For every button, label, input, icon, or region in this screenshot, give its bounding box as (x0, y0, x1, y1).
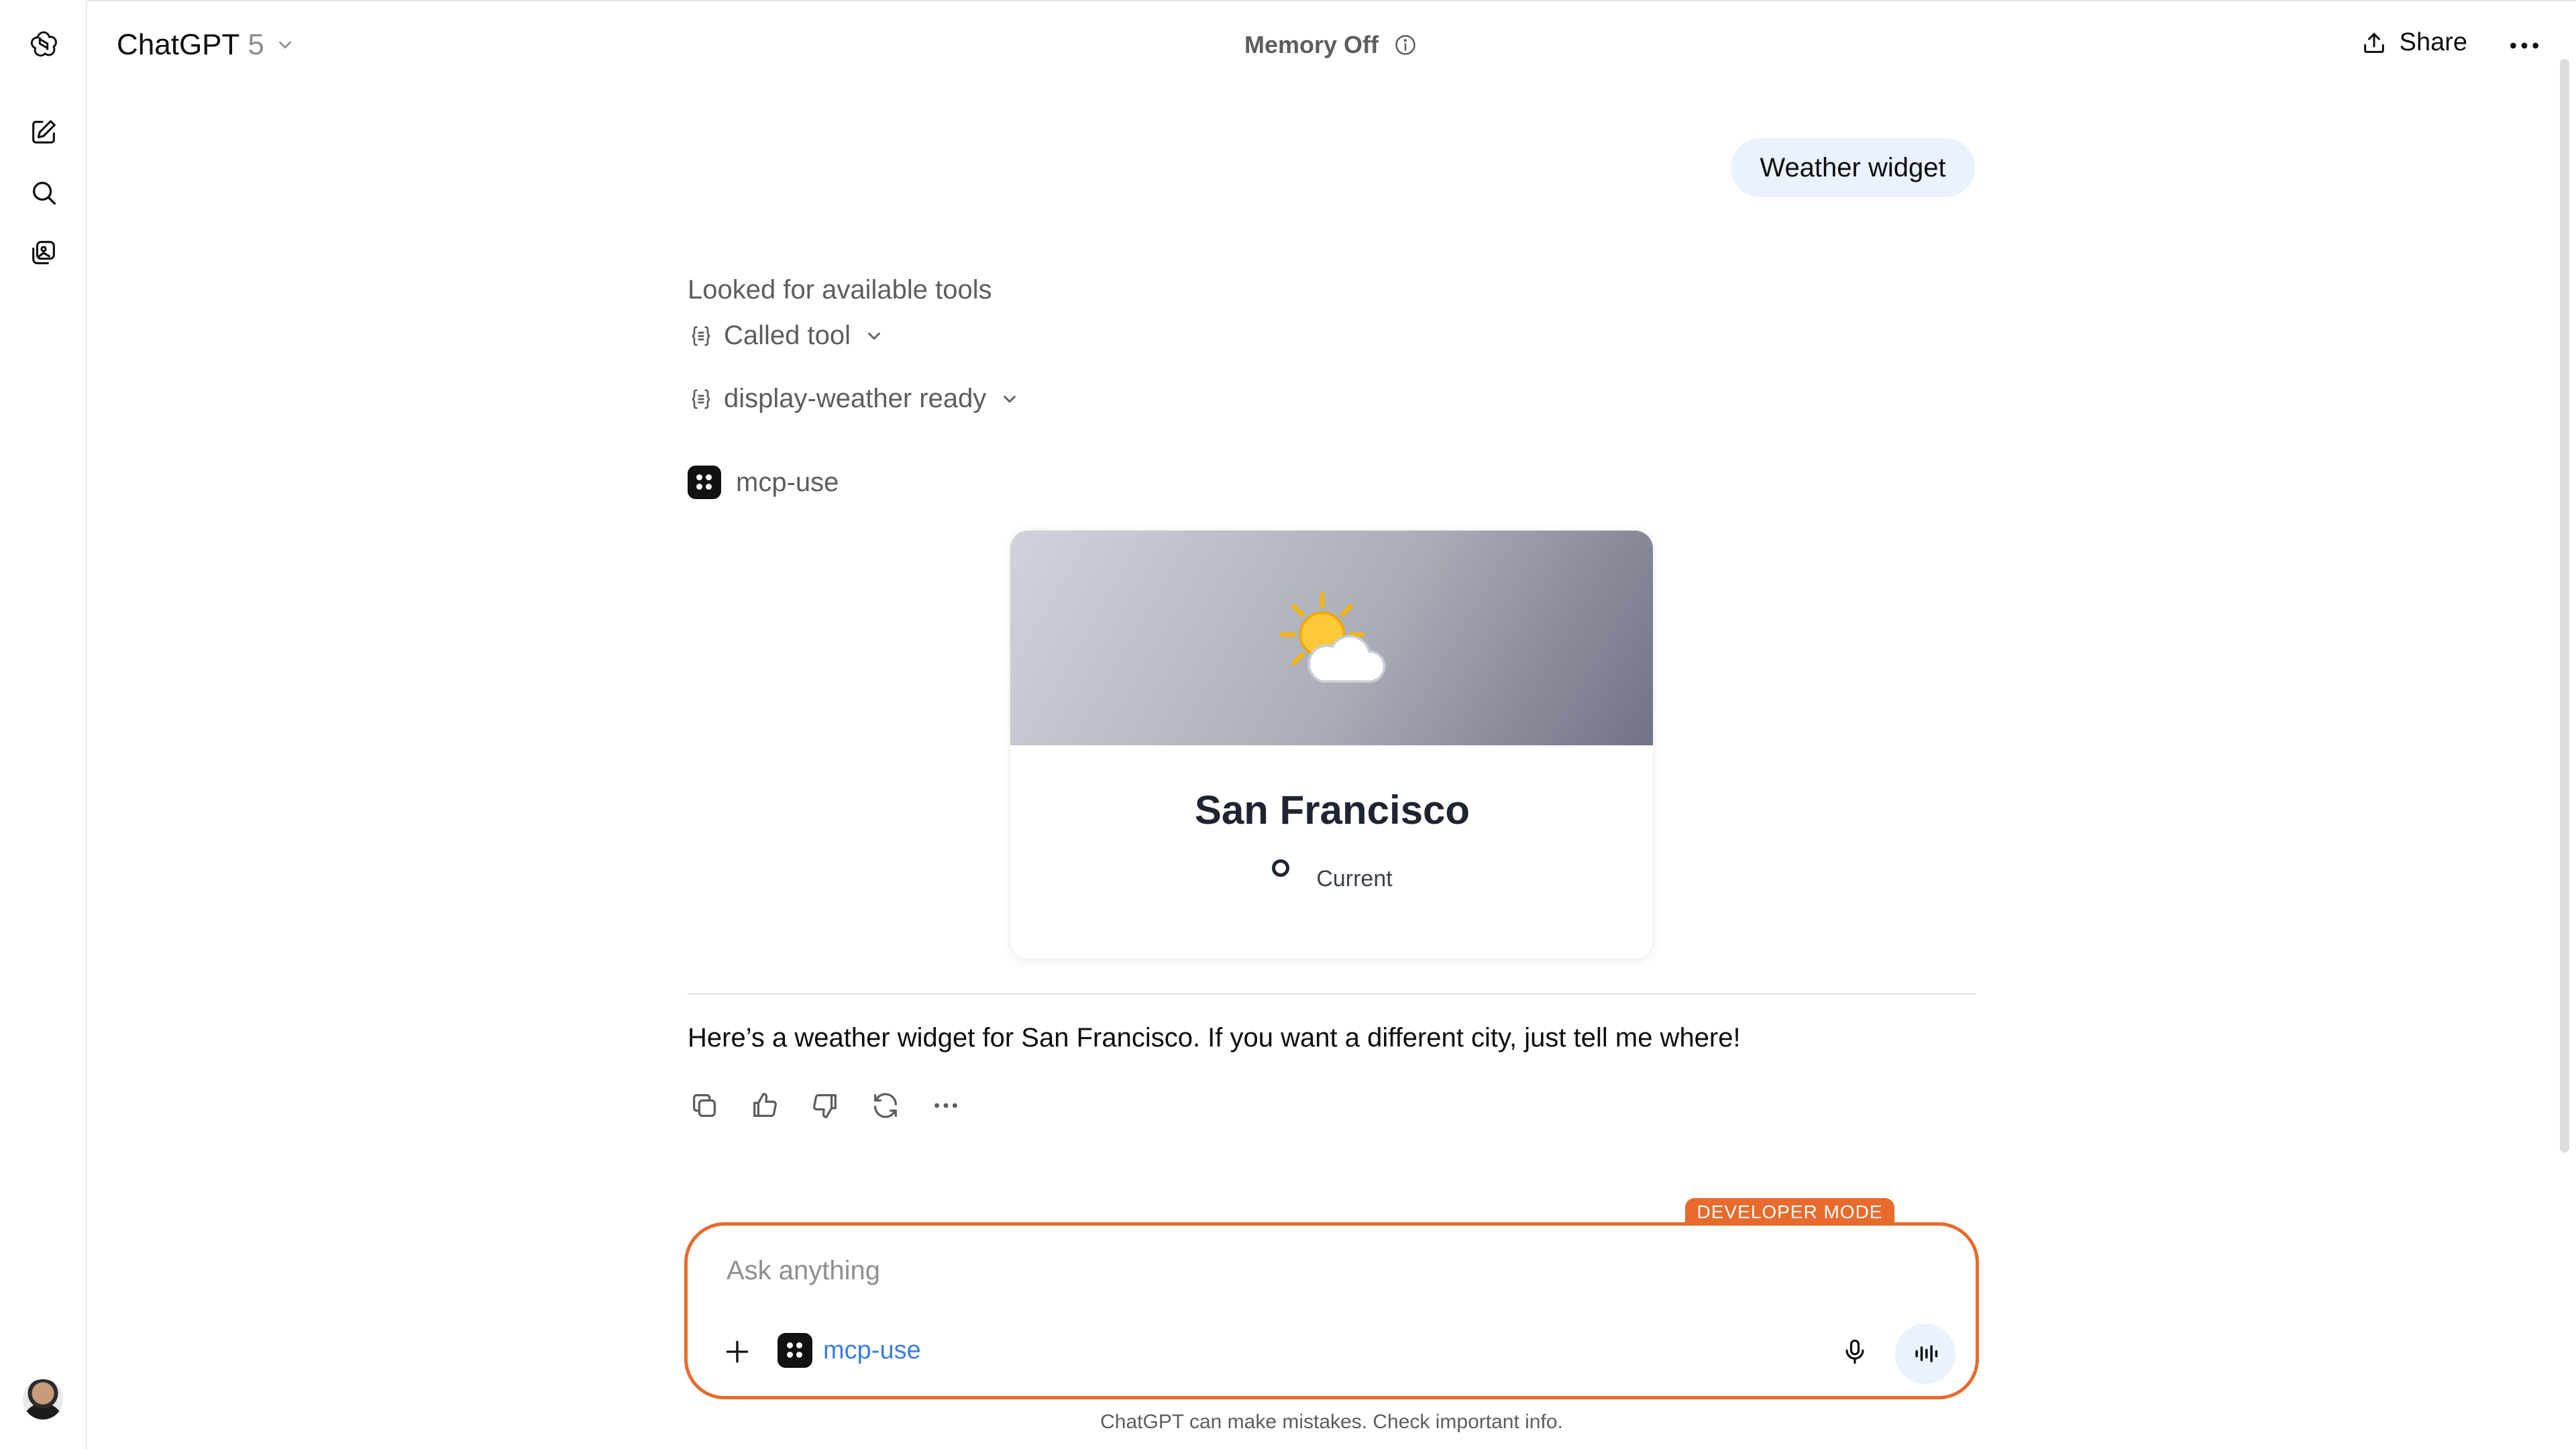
user-avatar[interactable] (23, 1379, 63, 1419)
sidebar-rail (0, 0, 87, 1449)
mcp-use-logo-icon (777, 1333, 812, 1368)
add-attachment-button[interactable] (718, 1333, 756, 1371)
developer-mode-badge: DEVELOPER MODE (1685, 1198, 1894, 1226)
library-icon[interactable] (25, 235, 62, 271)
display-weather-toggle[interactable] (688, 384, 1020, 414)
assistant-reply: Here’s a weather widget for San Francisco. If you want a different city, just tell me where! (688, 1023, 1741, 1053)
dictate-button[interactable] (1835, 1332, 1875, 1372)
model-selector[interactable] (117, 28, 295, 62)
thumbs-up-button[interactable] (746, 1087, 784, 1124)
share-label: Share (2399, 28, 2467, 56)
thumbs-down-button[interactable] (806, 1087, 844, 1124)
display-weather-label: display-weather ready (724, 384, 987, 413)
search-icon[interactable] (25, 174, 62, 211)
widget-condition-label: Current (1316, 866, 1393, 892)
share-button[interactable] (2361, 28, 2467, 57)
model-version: 5 (248, 28, 264, 61)
new-chat-icon[interactable] (25, 114, 62, 150)
plus-icon (722, 1337, 752, 1366)
message-actions (686, 1087, 965, 1124)
model-name: ChatGPT (117, 28, 240, 61)
more-actions-button[interactable] (927, 1087, 965, 1124)
app-chip-label: mcp-use (823, 1336, 921, 1364)
chevron-down-icon (275, 35, 295, 55)
top-bar (87, 0, 2576, 90)
prompt-input[interactable] (725, 1255, 1664, 1287)
sun-behind-cloud-icon (1279, 591, 1386, 692)
memory-label: Memory Off (1244, 31, 1379, 58)
chevron-down-icon (1000, 389, 1020, 409)
composer (684, 1222, 1979, 1399)
loading-ring-icon (1272, 859, 1289, 877)
voice-mode-button[interactable] (1895, 1324, 1955, 1384)
disclaimer: ChatGPT can make mistakes. Check important info. (1100, 1411, 1563, 1433)
thumbs-down-icon (810, 1090, 841, 1121)
openai-logo-icon[interactable] (25, 25, 62, 62)
microphone-icon (1840, 1337, 1870, 1366)
memory-status[interactable] (1244, 31, 1417, 59)
code-braces-icon (688, 323, 714, 350)
refresh-icon (870, 1090, 901, 1121)
mcp-use-app-chip[interactable] (777, 1333, 921, 1368)
scrollbar[interactable] (2560, 59, 2569, 1152)
waveform-icon (1911, 1339, 1940, 1368)
copy-button[interactable] (686, 1087, 723, 1124)
called-tool-toggle[interactable] (688, 321, 884, 351)
code-braces-icon (688, 386, 714, 413)
weather-hero (1010, 531, 1653, 745)
more-options-icon[interactable] (2508, 32, 2541, 59)
thumbs-up-icon (749, 1090, 780, 1121)
widget-condition (1010, 866, 1654, 892)
copy-icon (689, 1090, 720, 1121)
user-message-bubble: Weather widget (1731, 138, 1975, 197)
chevron-down-icon (864, 326, 884, 346)
tool-status-text: Looked for available tools (688, 275, 992, 305)
widget-city: San Francisco (1194, 788, 1470, 833)
share-upload-icon (2361, 30, 2387, 56)
more-horizontal-icon (930, 1090, 961, 1121)
called-tool-label: Called tool (724, 321, 851, 350)
info-icon[interactable] (1393, 33, 1417, 57)
regenerate-button[interactable] (867, 1087, 904, 1124)
mcp-use-logo-icon (688, 466, 721, 499)
divider (688, 993, 1976, 995)
app-name: mcp-use (736, 467, 839, 497)
weather-widget-card[interactable] (1010, 530, 1654, 959)
app-attribution (688, 466, 839, 499)
